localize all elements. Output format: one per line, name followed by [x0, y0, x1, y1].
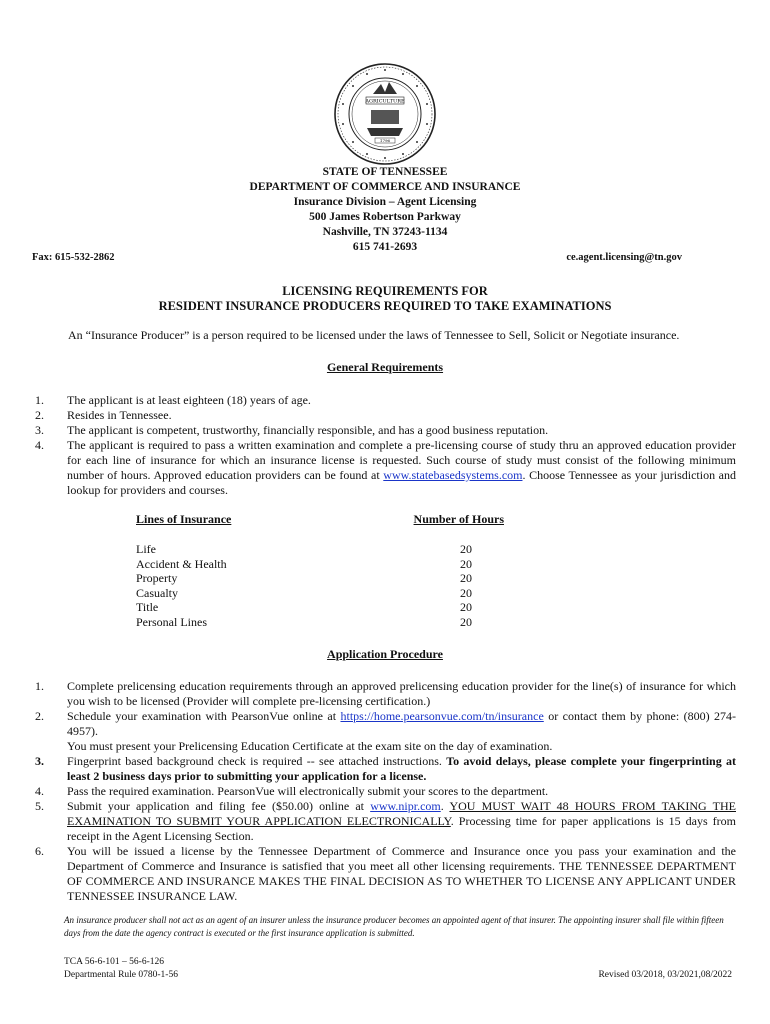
appointment-note: An insurance producer shall not act as an agent of an insurer unless the insurance producer becomes an appointed agent of that insurer. The appointing insurer shall file within fifteen days from the date the agency contract is executed or the first insurance application is submitted. — [64, 915, 724, 938]
header-street: 500 James Robertson Parkway — [309, 211, 461, 223]
title-line-2: RESIDENT INSURANCE PRODUCERS REQUIRED TO TAKE EXAMINATIONS — [158, 299, 612, 313]
application-procedure-heading: Application Procedure — [327, 647, 443, 661]
table-row: Accident & Health 20 — [136, 556, 472, 571]
table-row: Property 20 — [136, 571, 472, 586]
application-procedure-list — [36, 679, 736, 904]
table-row: Title 20 — [136, 600, 472, 615]
fax-number: Fax: 615-532-2862 — [32, 252, 115, 263]
seal-year-text: 1796 — [379, 138, 391, 143]
revision-date: Revised 03/2018, 03/2021,08/2022 — [598, 970, 732, 980]
list-item: 3. Fingerprint based background check is required -- see attached instructions. To avoid delays, please complete your fingerprinting at least 2 business days prior to submitting your application for a license. — [35, 754, 736, 783]
general-requirements-list — [36, 393, 736, 498]
list-item: 4. The applicant is required to pass a written examination and complete a pre-licensing course of study thru an approved education provider for each line of insurance for which an insurance license is requested. Such course of study must consist of the following minimum number of hours. Approved education providers can be found at www.statebasedsystems.com. Choose Tennessee as your jurisdiction and lookup for providers and courses. — [35, 438, 736, 497]
list-item: 4. Pass the required examination. PearsonVue will electronically submit your scores to the department. — [35, 784, 549, 798]
intro-paragraph: An “Insurance Producer” is a person required to be licensed under the laws of Tennessee to Sell, Solicit or Negotiate insurance. — [68, 328, 680, 342]
general-requirements-heading: General Requirements — [326, 360, 444, 374]
header-department: DEPARTMENT OF COMMERCE AND INSURANCE — [249, 181, 521, 193]
document-title — [0, 284, 770, 314]
list-item: 1. Complete prelicensing education requirements through an approved prelicensing education provider for the line(s) of insurance for which you wish to be licensed (Provider will complete pre-licensing certification.) — [35, 679, 736, 708]
contact-email: ce.agent.licensing@tn.gov — [566, 252, 682, 263]
title-line-1: LICENSING REQUIREMENTS FOR — [282, 284, 488, 298]
lines-of-insurance-table — [136, 512, 506, 630]
header-block — [0, 165, 770, 255]
list-item: 1. The applicant is at least eighteen (18) years of age. — [35, 393, 311, 407]
table-row: Life 20 — [136, 542, 472, 556]
tca-reference: TCA 56-6-101 – 56-6-126 — [64, 957, 165, 967]
table-row: Casualty 20 — [136, 585, 472, 600]
statute-reference — [64, 956, 178, 982]
list-item: 2. Schedule your examination with PearsonVue online at https://home.pearsonvue.com/tn/insurance or contact them by phone: (800) 274-4957). You must present your Prelicensing Education Certificate at the exam site on the day of examination. — [35, 709, 736, 753]
header-division: Insurance Division – Agent Licensing — [293, 196, 477, 208]
col-hours-header: Number of Hours — [413, 512, 504, 526]
state-seal — [333, 62, 437, 166]
col-lines-header: Lines of Insurance — [136, 512, 232, 526]
nipr-link[interactable]: www.nipr.com — [370, 799, 441, 813]
list-item: 5. Submit your application and filing fee ($50.00) online at www.nipr.com. YOU MUST WAIT 48 HOURS FROM TAKING THE EXAMINATION TO SUBMIT YOUR APPLICATION ELECTRONICALLY. Processing time for paper applications is 15 days from receipt in the Agent Licensing Section. — [35, 799, 736, 843]
list-item: 6. You will be issued a license by the Tennessee Department of Commerce and Insurance once you pass your examination and the Department of Commerce and Insurance is satisfied that you meet all other licensing requirements. THE TENNESSEE DEPARTMENT OF COMMERCE AND INSURANCE MAKES THE FINAL DECISION AS TO WHETHER TO LICENSE ANY APPLICANT UNDER TENNESSEE INSURANCE LAW. — [35, 844, 736, 903]
list-item: 3. The applicant is competent, trustworthy, financially responsible, and has a good business reputation. — [35, 423, 549, 437]
table-row: Personal Lines 20 — [136, 614, 472, 629]
header-state: STATE OF TENNESSEE — [322, 166, 448, 178]
pearsonvue-link[interactable]: https://home.pearsonvue.com/tn/insurance — [340, 709, 544, 723]
seal-agriculture-text: AGRICULTURE — [365, 98, 405, 105]
list-item: 2. Resides in Tennessee. — [35, 408, 172, 422]
header-phone: 615 741-2693 — [352, 241, 418, 253]
header-city: Nashville, TN 37243-1134 — [322, 226, 448, 238]
rule-reference: Departmental Rule 0780-1-56 — [64, 970, 178, 980]
statebasedsystems-link[interactable]: www.statebasedsystems.com — [383, 468, 523, 482]
